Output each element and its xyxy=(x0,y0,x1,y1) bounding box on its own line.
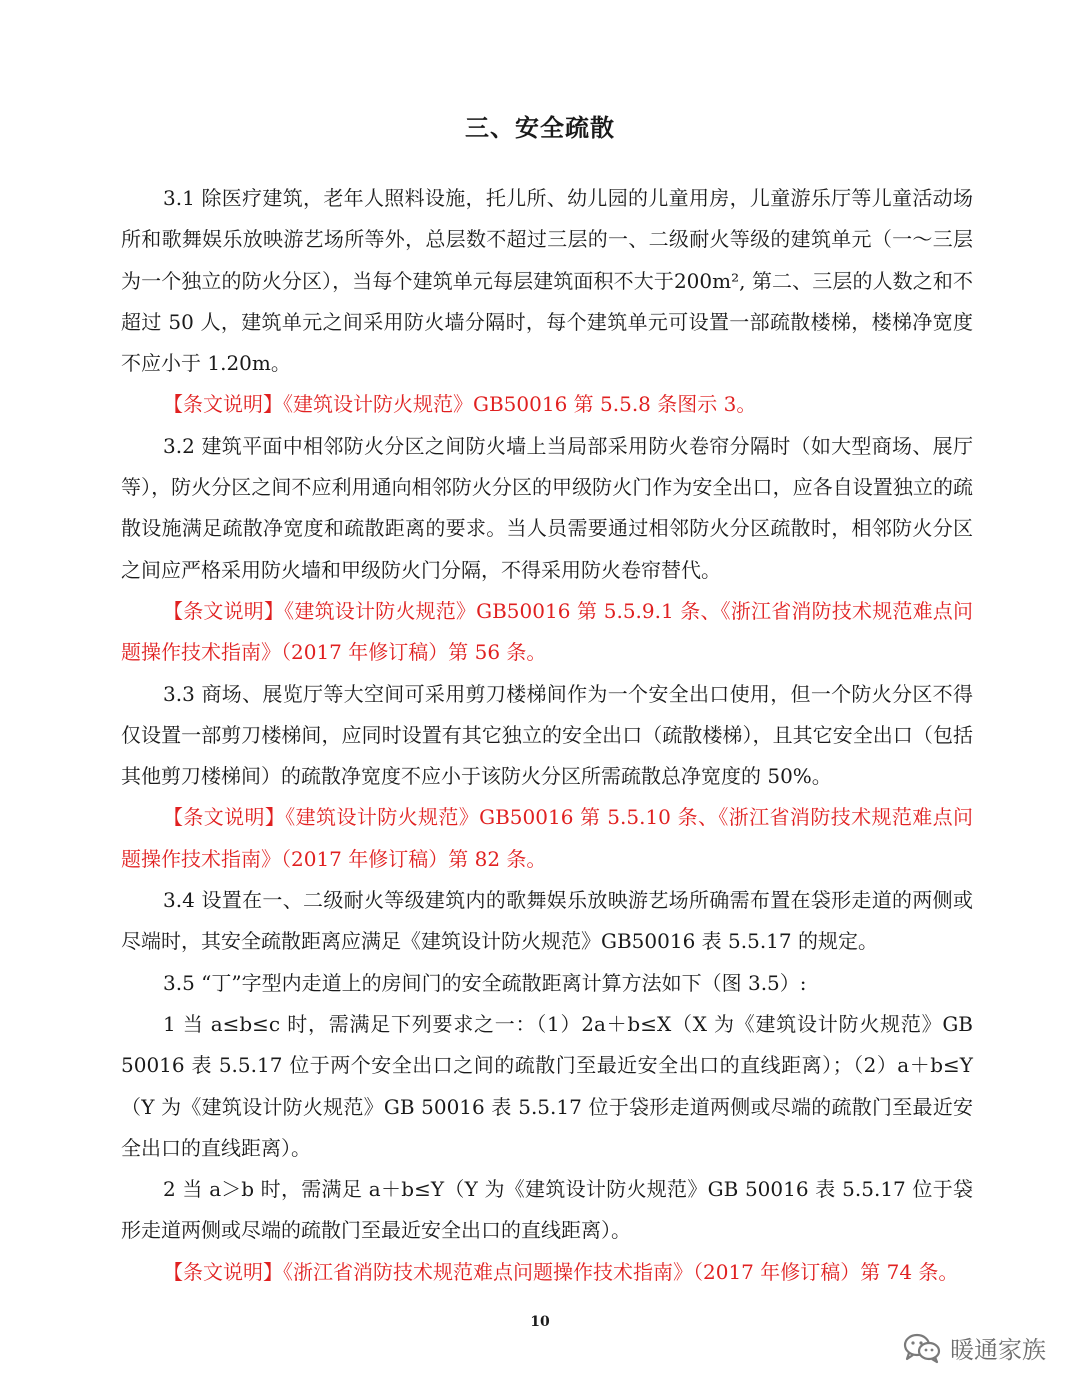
clause-3-5: 3.5 “丁”字型内走道上的房间门的安全疏散距离计算方法如下（图 3.5）: xyxy=(163,970,807,995)
clause-note: 【条文说明】《建筑设计防火规范》GB50016 第 5.5.8 条图示 3。 xyxy=(163,392,757,417)
clause-note: 【条文说明】《建筑设计防火规范》GB50016 第 5.5.10 条、《浙江省消防技术规范难点问题操作技术指南》（2017 年修订稿）第 82 条。 xyxy=(121,805,973,871)
section-title: 三、安全疏散 xyxy=(465,113,615,142)
page-number: 10 xyxy=(530,1314,550,1330)
clause-3-4: 3.4 设置在一、二级耐火等级建筑内的歌舞娱乐放映游艺场所确需布置在袋形走道的两侧或尽端时，其安全疏散距离应满足《建筑设计防火规范》GB50016 表 5.5.17 的规定。 xyxy=(121,888,973,954)
document-body xyxy=(121,178,973,1293)
clause-3-5-item-2: 2 当 a＞b 时，需满足 a＋b≤Y（Y 为《建筑设计防火规范》GB 50016 表 5.5.17 位于袋形走道两侧或尽端的疏散门至最近安全出口的直线距离）。 xyxy=(121,1177,973,1243)
watermark xyxy=(902,1330,1046,1365)
clause-3-2: 3.2 建筑平面中相邻防火分区之间防火墙上当局部采用防火卷帘分隔时（如大型商场、展厅等），防火分区之间不应利用通向相邻防火分区的甲级防火门作为安全出口，应各自设置独立的疏散设施满足疏散净宽度和疏散距离的要求。当人员需要通过相邻防火分区疏散时，相邻防火分区之间应严格采用防火墙和甲级防火门分隔，不得采用防火卷帘替代。 xyxy=(121,433,973,582)
wechat-icon xyxy=(902,1332,942,1364)
clause-note: 【条文说明】《浙江省消防技术规范难点问题操作技术指南》（2017 年修订稿）第 74 条。 xyxy=(163,1259,959,1284)
clause-3-5-item-1: 1 当 a≤b≤c 时，需满足下列要求之一：（1）2a＋b≤X（X 为《建筑设计防火规范》GB 50016 表 5.5.17 位于两个安全出口之间的疏散门至最近安全出口的直线距离）；（2）a＋b≤Y（Y 为《建筑设计防火规范》GB 50016 表 5.5.17 位于袋形走道两侧或尽端的疏散门至最近安全出口的直线距离）。 xyxy=(121,1011,973,1160)
clause-note: 【条文说明】《建筑设计防火规范》GB50016 第 5.5.9.1 条、《浙江省消防技术规范难点问题操作技术指南》（2017 年修订稿）第 56 条。 xyxy=(121,598,973,665)
clause-3-1: 3.1 除医疗建筑，老年人照料设施，托儿所、幼儿园的儿童用房，儿童游乐厅等儿童活动场所和歌舞娱乐放映游艺场所等外，总层数不超过三层的一、二级耐火等级的建筑单元（一～三层为一个独立的防火分区），当每个建筑单元每层建筑面积不大于200m², 第二、三层的人数之和不超过 50 人，建筑单元之间采用防火墙分隔时，每个建筑单元可设置一部疏散楼梯，楼梯净宽度不应小于 1.20m。 xyxy=(121,186,973,376)
watermark-text: 暖通家族 xyxy=(950,1336,1046,1364)
clause-3-3: 3.3 商场、展览厅等大空间可采用剪刀楼梯间作为一个安全出口使用，但一个防火分区不得仅设置一部剪刀楼梯间，应同时设置有其它独立的安全出口（疏散楼梯），且其它安全出口（包括其他剪刀楼梯间）的疏散净宽度不应小于该防火分区所需疏散总净宽度的 50%。 xyxy=(121,681,973,789)
